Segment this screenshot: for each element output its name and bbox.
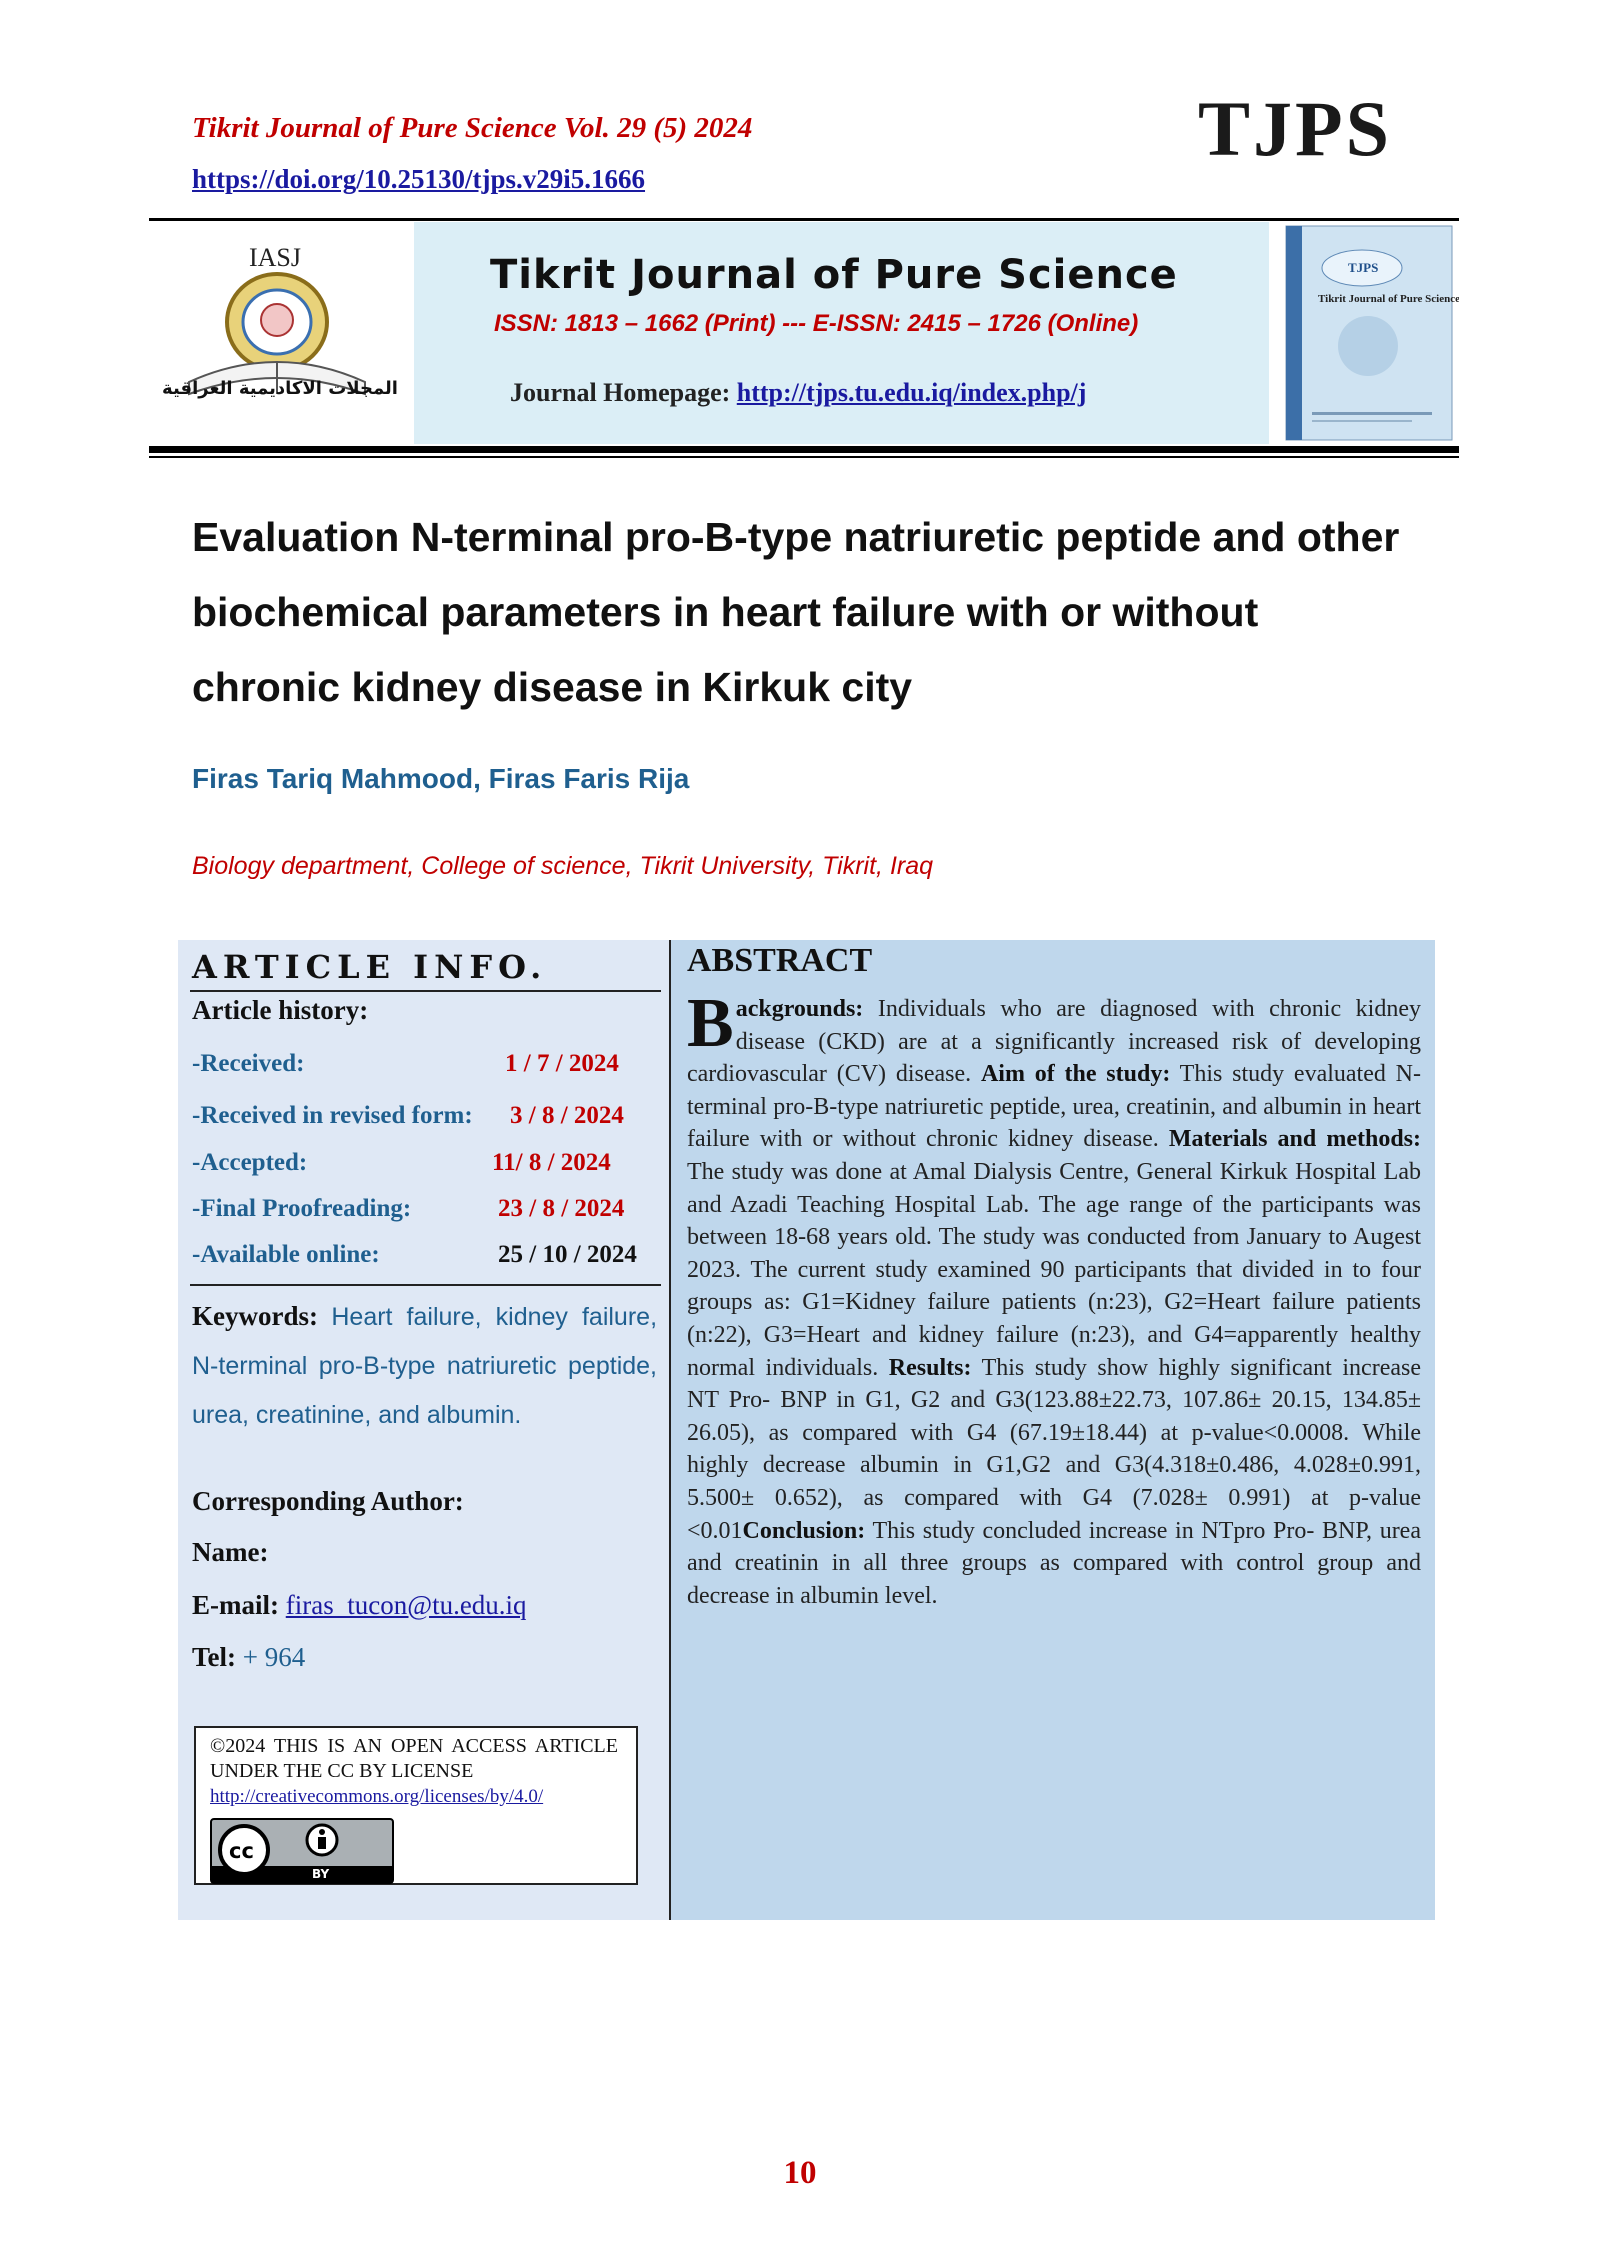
license-link[interactable]: http://creativecommons.org/licenses/by/4.0/ [210, 1786, 544, 1807]
header-rule-top [149, 218, 1459, 221]
journal-cover-thumbnail[interactable] [1282, 222, 1459, 444]
corresponding-author-label: Corresponding Author: [192, 1486, 464, 1516]
tjps-logo: TJPS [1198, 85, 1393, 172]
email-label: E-mail: [192, 1590, 286, 1620]
history-value: 25 / 10 / 2024 [498, 1241, 637, 1268]
abstract-dropcap: B [687, 985, 734, 1062]
article-info-heading: ARTICLE INFO. [192, 948, 548, 986]
banner-issn: ISSN: 1813 – 1662 (Print) --- E-ISSN: 2415 – 1726 (Online) [494, 310, 1139, 337]
abstract-backgrounds-text: Individuals who are diagnosed with chronic kidney disease (CKD) are at a significantly increased risk of developing cardiovascular (CV) disease. [687, 996, 1421, 1088]
doi-link[interactable]: https://doi.org/10.25130/tjps.v29i5.1666 [192, 164, 646, 194]
history-label: -Final Proofreading: [192, 1195, 412, 1222]
abstract-aim-label: Aim of the study: [980, 1061, 1171, 1088]
history-value: 3 / 8 / 2024 [510, 1102, 624, 1129]
history-label: -Received: [192, 1050, 305, 1077]
iasj-arabic-text: المجلات الاكاديمية العراقية [162, 378, 398, 399]
abstract-methods-label: Materials and methods: [1168, 1126, 1422, 1153]
header-rule-bottom [149, 446, 1459, 453]
abstract-conclusion-text: This study concluded increase in NTpro Pro- BNP, urea and creatinin in all three groups as compared with control group and decrease in albumin level. [687, 1517, 1421, 1609]
cc-by-icon [212, 1820, 392, 1882]
abstract-methods-text: The study was done at Amal Dialysis Centre, General Kirkuk Hospital Lab and Azadi Teaching Hospital Lab. The age range of the participants was between 18-68 years old. The study was conducted from January to Augest 2023. The current study examined 90 participants that divided in to four groups as: G1=Kidney failure patients (n:23), G2=Heart failure patients (n:22), G3=Heart and kidney failure (n:23), and G4=apparently healthy normal individuals. [687, 1158, 1421, 1381]
paper-affiliation: Biology department, College of science, Tikrit University, Tikrit, Iraq [192, 852, 934, 880]
abstract-backgrounds-label: ackgrounds: [735, 996, 864, 1022]
history-final-proofreading [192, 1195, 652, 1223]
abstract-results-text: This study show highly significant increase NT Pro- BNP in G1, G2 and G3(123.88±22.73, 107.86± 20.15, 134.85± 26.05), as compared with G4 (67.19±18.44) at p-value<0.0008. While highly decrease albumin in G1,G2 and G3(4.318±0.486, 4.028±0.991, 5.500± 0.652), as compared with G4 (7.028± 0.991) at p-value <0.01 [687, 1354, 1421, 1544]
keywords [192, 1292, 657, 1440]
iasj-logo-text: IASJ [249, 243, 302, 272]
page-number: 10 [783, 2155, 817, 2191]
history-accepted [192, 1149, 652, 1177]
iasj-logo[interactable] [149, 222, 412, 444]
article-info-rule [190, 990, 661, 992]
journal-citation: Tikrit Journal of Pure Science Vol. 29 (5) 2024 [192, 112, 753, 144]
author-name-label: Name: [192, 1537, 269, 1567]
history-label: -Available online: [192, 1241, 380, 1268]
history-rule [190, 1284, 661, 1286]
tel-value: + 964 [242, 1642, 306, 1672]
paper-title: Evaluation N-terminal pro-B-type natriuretic peptide and other biochemical parameters in heart failure with or without chronic kidney disease in Kirkuk city [192, 514, 1400, 710]
author-tel [192, 1642, 305, 1673]
cc-by-badge[interactable] [210, 1818, 394, 1884]
email-link[interactable]: firas_tucon@tu.edu.iq [285, 1590, 527, 1620]
keywords-label: Keywords: [192, 1301, 318, 1331]
cc-by-label: BY [312, 1867, 330, 1881]
banner-title: Tikrit Journal of Pure Science [490, 252, 1178, 298]
homepage-label: Journal Homepage: [510, 378, 737, 407]
cover-title: Tikrit Journal of Pure Science [1318, 293, 1459, 305]
history-available-online [192, 1241, 652, 1269]
history-received [192, 1050, 652, 1078]
header-rule-bottom-thin [149, 456, 1459, 458]
history-value: 23 / 8 / 2024 [498, 1195, 625, 1222]
history-revised [192, 1102, 652, 1130]
license-text: ©2024 THIS IS AN OPEN ACCESS ARTICLE UNDER THE CC BY LICENSE [210, 1735, 618, 1782]
homepage-link[interactable]: http://tjps.tu.edu.iq/index.php/j [736, 378, 1087, 407]
history-value: 1 / 7 / 2024 [505, 1050, 619, 1077]
keywords-text: Heart failure, kidney failure, N-terminal pro-B-type natriuretic peptide, urea, creatinine, and albumin. [192, 1303, 658, 1429]
panel-divider [669, 940, 671, 1920]
abstract-body [687, 985, 1422, 1612]
banner-homepage [510, 378, 1086, 408]
tel-label: Tel: [192, 1642, 243, 1672]
author-email [192, 1590, 527, 1621]
iasj-emblem-icon [149, 222, 412, 444]
history-label: -Received in revised form: [192, 1102, 473, 1129]
history-value: 11/ 8 / 2024 [492, 1149, 611, 1176]
abstract-results-label: Results: [888, 1354, 972, 1381]
journal-cover-image [1282, 222, 1459, 444]
abstract-conclusion-label: Conclusion: [742, 1517, 866, 1544]
cover-label: TJPS [1348, 260, 1379, 275]
article-history-label: Article history: [192, 995, 369, 1025]
history-label: -Accepted: [192, 1149, 308, 1176]
abstract-heading: ABSTRACT [687, 942, 873, 979]
svg-text:cc: cc [229, 1839, 254, 1863]
abstract-aim-text: This study evaluated N-terminal pro-B-type natriuretic peptide, urea, creatinin, and albumin in heart failure with or without chronic kidney disease. [687, 1061, 1421, 1153]
paper-authors: Firas Tariq Mahmood, Firas Faris Rija [192, 763, 690, 794]
